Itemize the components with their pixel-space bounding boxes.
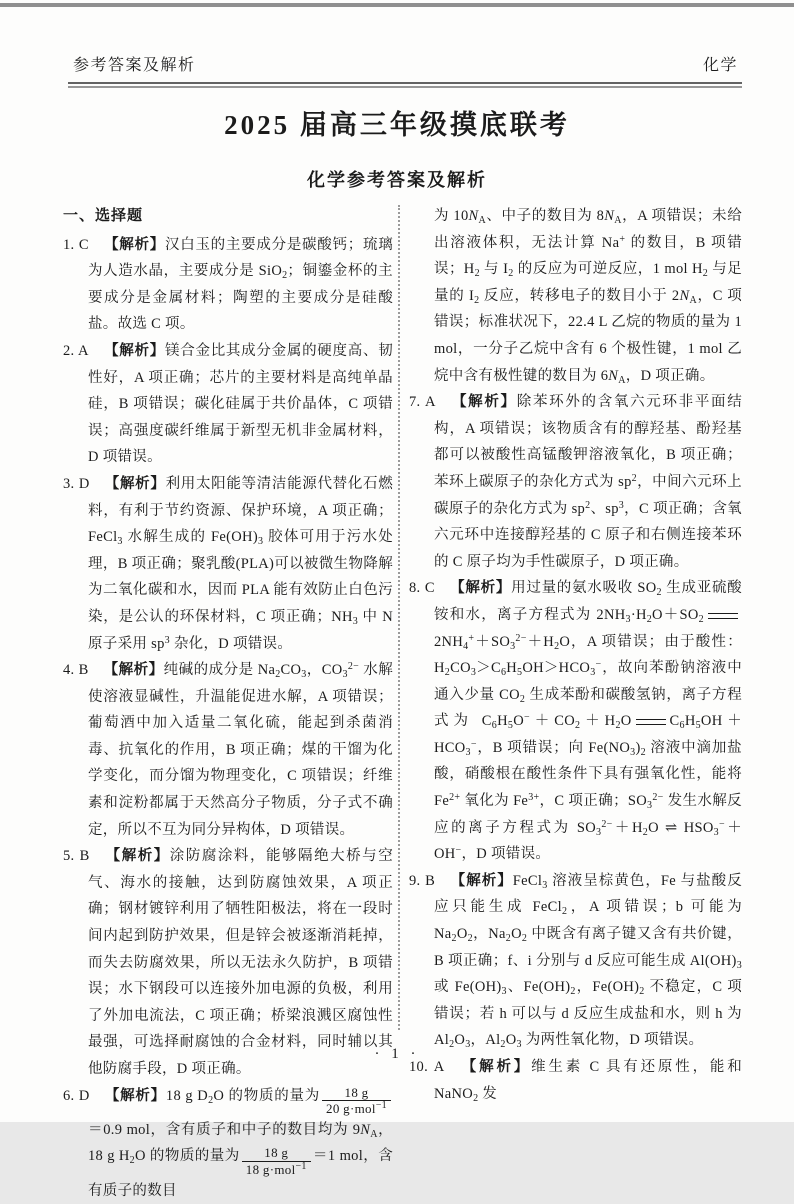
page-number: · 1 · <box>374 1046 420 1062</box>
analysis-text: 纯碱的成分是 $Na_2CO_3$，$CO_3^{2-}$ 水解使溶液显碱性，升温能促进水解，A 项错误；葡萄酒中加入适量二氧化硫，能起到杀菌消毒、抗氧化的作用，B 项正确；煤的干馏为化学变化，而分馏为物理变化，C 项错误；纤维素和淀粉都属于天然高分子物质，分子式不确定，所以不互为同分异构体，D 项错误。 <box>88 661 393 838</box>
item-number: 3. <box>63 475 75 492</box>
item-number: 2. <box>63 342 75 359</box>
answer-item-2 <box>63 338 393 471</box>
answer-letter: C <box>424 580 435 597</box>
top-edge-rule <box>0 3 794 7</box>
analysis-text: 除苯环外的含氧六元环非平面结构，A 项错误；该物质含有的醇羟基、酚羟基都可以被酸性高锰酸钾溶液氧化，B 项正确；苯环上碳原子的杂化方式为 $sp^2$，中间六元环上碳原子的杂化方式为 $sp^2$、$sp^3$，C 项正确；含氧六元环中连接醇羟基的 C 原子和右侧连接苯环的 C 原子均为手性碳原子，D 项正确。 <box>434 394 743 570</box>
answer-letter: B <box>79 848 90 865</box>
answer-letter: C <box>78 236 89 253</box>
analysis-tag: 【解析】 <box>449 580 512 597</box>
answer-item-4 <box>63 657 393 843</box>
answer-letter: D <box>78 475 90 492</box>
analysis-tag: 【解析】 <box>104 1087 166 1104</box>
analysis-tag: 【解析】 <box>104 848 170 865</box>
analysis-tag: 【解析】 <box>103 236 165 253</box>
item-number: 7. <box>409 394 421 411</box>
analysis-text: 利用太阳能等清洁能源代替化石燃料，有利于节约资源、保护环境，A 项正确；FeCl$_3$ 水解生成的 $Fe(OH)_3$ 胶体可用于污水处理，B 项正确；聚乳酸(PLA)可以被微生物降解为二氧化碳和水，因而 PLA 能有效防止白色污染，是公认的环保材料，C 项正确；$NH_3$ 中 N 原子采用 $sp^3$ 杂化，D 项错误。 <box>88 475 394 652</box>
column-divider <box>398 205 400 1030</box>
analysis-tag: 【解析】 <box>449 872 513 889</box>
answer-letter: A <box>425 394 436 411</box>
analysis-text: FeCl$_3$ 溶液呈棕黄色，Fe 与盐酸反应只能生成 FeCl$_2$，A 项错误；b 可能为 $Na_2O_2$，$Na_2O_2$ 中既含有离子键又含有共价键，B 项正确；f、i 分别与 d 反应可能生成 $Al(OH)_3$ 或 $Fe(OH)_3$、$Fe(OH)_2$，$Fe(OH)_2$ 不稳定，C 项错误；若 h 可以与 d 反应生成盐和水，则 h 为 $Al_2O_3$，$Al_2O_3$ 为两性氧化物，D 项错误。 <box>434 872 743 1051</box>
analysis-tag: 【解析】 <box>104 475 166 492</box>
item-number: 10. <box>409 1059 429 1075</box>
answer-letter: D <box>78 1087 90 1104</box>
page-title: 2025 届高三年级摸底联考 <box>224 110 570 140</box>
analysis-text: 18 g $D_2O$ 的物质的量为 $\frac{18 g}{20 g\cdot mol^{-1}}$ ＝0.9 mol，含有质子和中子的数目均为 $9N_A$，18 g $H_2O$ 的物质的量为 $\frac{18 g}{18 g\cdot mol^{-1}}$ ＝1 mol，含有质子的数目 <box>88 1084 393 1199</box>
analysis-text: 镁合金比其成分金属的硬度高、韧性好，A 项正确；芯片的主要材料是高纯单晶硅，B 项错误；碳化硅属于共价晶体，C 项错误；高强度碳纤维属于新型无机非金属材料，D 项错误。 <box>88 342 394 466</box>
header-left-text: 参考答案及解析 <box>73 57 196 74</box>
item-number: 4. <box>63 662 75 679</box>
analysis-text: 维生素 C 具有还原性，能和 NaNO$_2$ 发 <box>434 1059 743 1104</box>
item-number: 6. <box>63 1087 75 1104</box>
answer-letter: A <box>78 342 89 359</box>
item-number: 8. <box>409 580 421 597</box>
analysis-tag: 【解析】 <box>459 1059 532 1075</box>
section-heading: 一、选择题 <box>63 208 144 224</box>
answer-item-8 <box>409 575 742 868</box>
header-right-text: 化学 <box>702 57 738 74</box>
answer-item-1 <box>63 232 393 338</box>
page-subtitle: 化学参考答案及解析 <box>307 170 487 190</box>
analysis-text: 汉白玉的主要成分是碳酸钙；琉璃为人造水晶，主要成分是 SiO$_2$；铜鎏金杯的主要成分是金属材料；陶塑的主要成分是硅酸盐。故选 C 项。 <box>88 236 394 333</box>
answer-item-9 <box>409 868 742 1054</box>
item-number: 9. <box>409 872 421 889</box>
analysis-tag: 【解析】 <box>450 394 517 411</box>
answer-item-7 <box>409 389 742 575</box>
answer-item-3 <box>63 471 393 657</box>
answer-letter: B <box>78 662 89 679</box>
answer-item-continuation <box>409 203 742 389</box>
analysis-tag: 【解析】 <box>103 662 164 679</box>
right-column <box>409 203 742 1107</box>
item-number: 1. <box>63 236 75 253</box>
item-number: 5. <box>63 848 75 865</box>
header-double-rule <box>68 82 742 88</box>
answer-letter: B <box>425 872 436 889</box>
analysis-tag: 【解析】 <box>103 342 165 359</box>
analysis-text: 用过量的氨水吸收 $SO_2$ 生成亚硫酸铵和水，离子方程式为 $2NH_3\cdot H_2O+SO_22NH_4^++SO_3^{2-}+H_2O$，A 项错误；由于酸性：$H_2CO_3>C_6H_5OH>HCO_3^-$，故向苯酚钠溶液中通入少量 $CO_2$ 生成苯酚和碳酸氢钠，离子方程式为 $C_6H_5O^-+CO_2+H_2O$ $C_6H_5OH+HCO_3^-$，B 项错误；向 $Fe(NO_3)_2$ 溶液中滴加盐酸，硝酸根在酸性条件下具有强氧化性，能将 $Fe^{2+}$ 氧化为 $Fe^{3+}$，C 项正确；$SO_3^{2-}$ 发生水解反应的离子方程式为 $SO_3^{2-}+H_2O$ ⇌ $HSO_3^-+OH^-$，D 项错误。 <box>434 580 743 863</box>
answer-letter: A <box>433 1059 445 1075</box>
analysis-text: 为 $10N_A$、中子的数目为 $8N_A$，A 项错误；未给出溶液体积，无法计算 Na+ 的数目，B 项错误；$H_2$ 与 $I_2$ 的反应为可逆反应，1 mol $H_2$ 与足量的 $I_2$ 反应，转移电子的数目小于 $2N_A$，C 项错误；标准状况下，22.4 L 乙烷的物质的量为 1 mol，一分子乙烷中含有 6 个极性键，1 mol 乙烷中含有极性键的数目为 $6N_A$，D 项正确。 <box>434 208 743 386</box>
answer-item-6 <box>63 1083 393 1204</box>
analysis-text: 涂防腐涂料，能够隔绝大桥与空气、海水的接触，达到防腐蚀效果，A 项正确；钢材镀锌利用了牺牲阳极法，将在一段时间内起到防护效果，但是锌会被逐渐消耗掉，而失去防腐效果，所以无法永久防护，B 项错误；水下钢段可以连接外加电源的负极，利用了外加电流法，C 项正确；桥梁浪溅区腐蚀性最强，可选择耐腐蚀的合金材料，同时辅以其他防腐手段，D 项正确。 <box>88 848 393 1077</box>
